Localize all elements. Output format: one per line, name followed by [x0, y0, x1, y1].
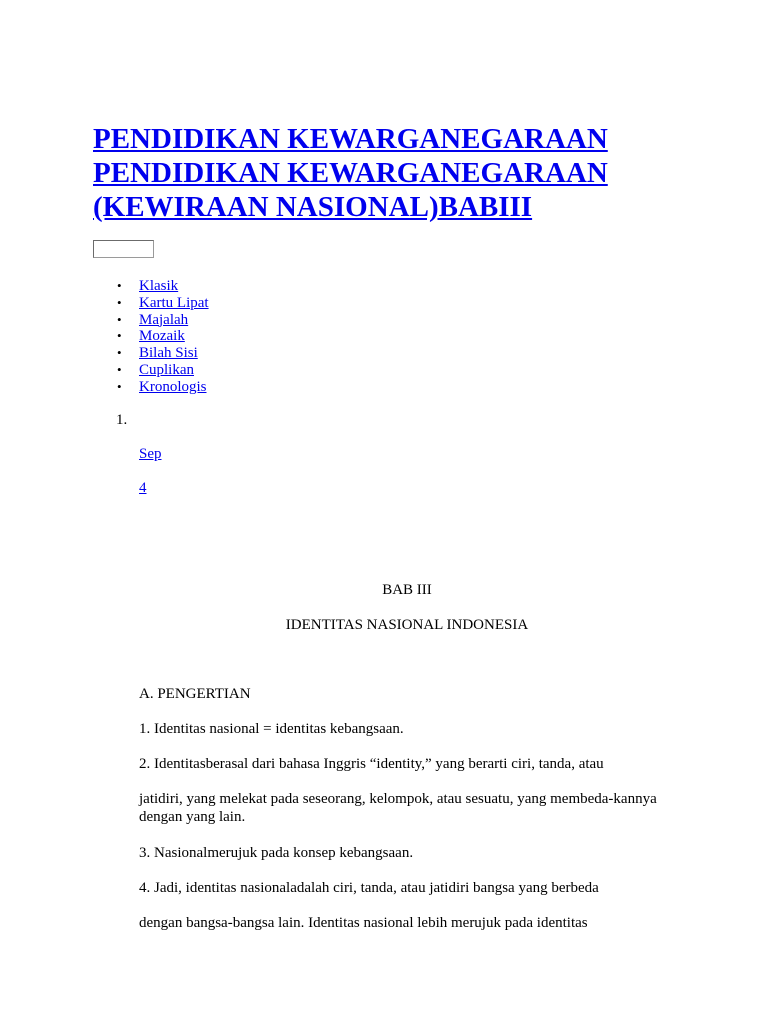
view-mode-item: [117, 328, 209, 345]
date-day-link[interactable]: 4: [139, 480, 147, 496]
view-link-kronologis[interactable]: Kronologis: [139, 378, 207, 395]
view-mode-item: [117, 311, 209, 329]
view-link-bilah-sisi[interactable]: Bilah Sisi: [139, 345, 198, 362]
paragraph-1: 1. Identitas nasional = identitas kebangsaan.: [139, 721, 404, 737]
view-link-kartu-lipat[interactable]: Kartu Lipat: [139, 294, 209, 311]
view-link-cuplikan[interactable]: Cuplikan: [139, 361, 194, 378]
view-mode-item: [117, 361, 209, 379]
title-link-line-3[interactable]: (KEWIRAAN NASIONAL)BABIII: [93, 191, 533, 223]
title-link-line-1[interactable]: PENDIDIKAN KEWARGANEGARAAN: [93, 123, 608, 155]
bullet-icon: •: [117, 361, 122, 377]
paragraph-4: 3. Nasionalmerujuk pada konsep kebangsaan.: [139, 845, 414, 861]
search-input[interactable]: [93, 240, 154, 258]
view-link-majalah[interactable]: Majalah: [139, 311, 189, 328]
paragraph-5: 4. Jadi, identitas nasionaladalah ciri, tanda, atau jatidiri bangsa yang berbeda: [139, 880, 599, 896]
chapter-number: BAB III: [382, 582, 432, 598]
chapter-title: IDENTITAS NASIONAL INDONESIA: [285, 617, 529, 633]
view-mode-item: [117, 278, 209, 295]
section-heading: A. PENGERTIAN: [139, 686, 251, 702]
post-index: 1.: [116, 412, 128, 428]
bullet-icon: •: [117, 345, 122, 361]
view-mode-item: [117, 345, 209, 362]
view-mode-list: [117, 278, 209, 396]
bullet-icon: •: [117, 294, 122, 310]
view-link-klasik[interactable]: Klasik: [139, 278, 179, 294]
paragraph-2: 2. Identitasberasal dari bahasa Inggris “identity,” yang berarti ciri, tanda, atau: [139, 756, 604, 772]
view-link-mozaik[interactable]: Mozaik: [139, 328, 185, 345]
view-mode-item: [117, 378, 209, 396]
bullet-icon: •: [117, 328, 122, 344]
date-month-link[interactable]: Sep: [139, 446, 162, 462]
bullet-icon: •: [117, 311, 122, 327]
paragraph-3: jatidiri, yang melekat pada seseorang, kelompok, atau sesuatu, yang membeda-kannya dengan yang lain.: [139, 791, 657, 825]
bullet-icon: •: [117, 378, 122, 394]
title-link-line-2[interactable]: PENDIDIKAN KEWARGANEGARAAN: [93, 157, 608, 189]
page-title: [93, 122, 733, 224]
bullet-icon: •: [117, 278, 122, 293]
paragraph-6: dengan bangsa-bangsa lain. Identitas nasional lebih merujuk pada identitas: [139, 915, 588, 931]
view-mode-item: [117, 294, 209, 312]
